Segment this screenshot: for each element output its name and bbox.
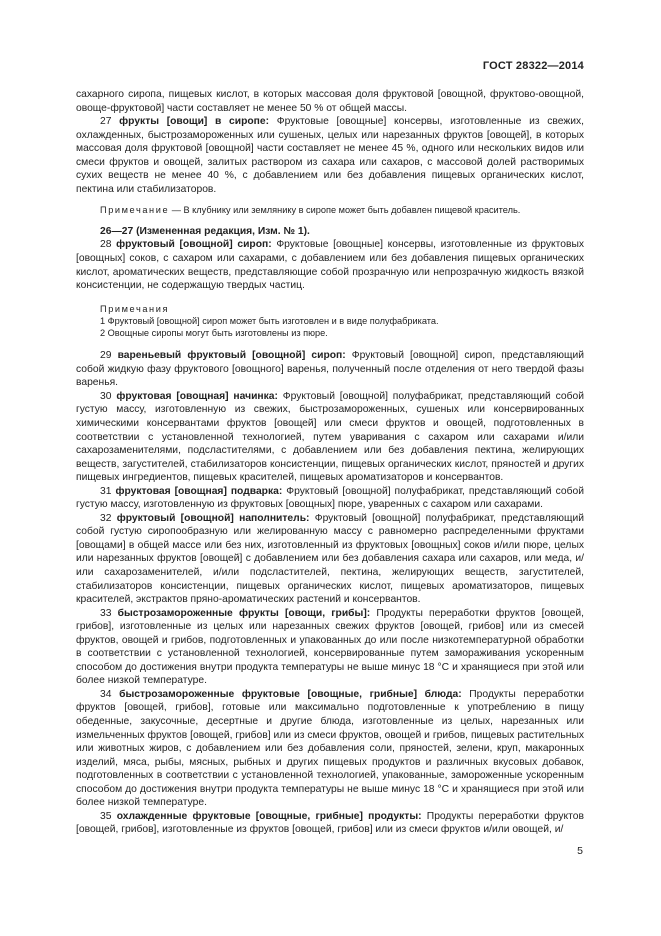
definition-number: 32 [100,512,112,524]
note-27 [76,204,584,217]
definition-text: Продукты переработки фруктов [овощей, грибов], изготовленные из целых или нарезанных свежих фруктов [овощей, грибов] или из смесей фруктов, овощей и грибов, подготовленных и упакованных до или после низкотемпературной обработки в соответствии с установленной технологией, консервированные путем замораживания ускоренным способом до достижения внутри продукта температуры не выше минус 18 °С и хранящиеся при этой или более низкой температуре. [76,607,584,687]
definition-31 [76,485,584,512]
definition-term: фруктовая [овощная] начинка: [116,390,278,402]
definition-text: Фруктовые [овощные] консервы, изготовленные из свежих, охлажденных, быстрозамороженных или сушеных, целых или нарезанных фруктов [овощей], в которых массовая доля фруктовой [овощной] части составляет не менее 45 %, одного или нескольких видов или смеси фруктов и овощей, залитых раствором из сахара или сахаров, с массовой долей растворимых сухих веществ не менее 40 %, с добавлением или без добавления пищевых органических кислот, пектина или стабилизаторов. [76,116,584,195]
definition-text: Фруктовый [овощной] полуфабрикат, представляющий собой густую сиропообразную или желированную массу с равномерно распределенными фруктами [овощами] в общей массе или без них, изготовленный из фруктовых [овощных] соков и/или пюре, целых или нарезанных фруктов [овощей] с добавлением или без добавления сахара или сахаров, или меда, и/или сахарозаменителей, и/или подсластителей, пектина, желирующих веществ, загустителей, стабилизаторов консистенции, пищевых органических кислот, пищевых ароматизаторов, пищевых красителей, экстрактов пряно-ароматических растений и консервантов. [76,512,584,606]
definition-term: фрукты [овощи] в сиропе: [119,116,270,128]
notes-label: Примечания [100,303,170,314]
edit-note: 26—27 (Измененная редакция, Изм. № 1). [100,225,310,237]
definition-number: 33 [100,607,112,619]
definition-term: быстрозамороженные фруктовые [овощные, грибные] блюда: [119,688,462,700]
definition-text: Продукты переработки фруктов [овощей, грибов], готовые или максимально подготовленные к употреблению в пищу обеденные, закусочные, десертные и другие блюда, изготовленные из целых, нарезанных или измельченных фруктов [овощей, грибов] или из смеси фруктов, овощей и грибов, пищевых растительных или животных жиров, с добавлением или без добавления соли, пряностей, зелени, круп, макаронных изделий, мяса, рыбы, мясных, рыбных и других пищевых продуктов и различных вкусовых добавок, подготовленных в соответствии с установленной технологией, упакованные, замороженные ускоренным способом до достижения внутри продукта температуры не выше минус 18 °С и хранящиеся при этой или более низкой температуре. [76,688,584,809]
definition-term: вареньевый фруктовый [овощной] сироп: [117,350,346,362]
definition-number: 29 [100,350,112,362]
definition-30 [76,390,584,485]
definition-34 [76,688,584,810]
definition-27 [76,115,584,196]
definition-number: 30 [100,390,112,402]
definition-text: Фруктовый [овощной] полуфабрикат, представляющий собой густую массу, изготовленную из свежих, быстрозамороженных, сушеных или консервированных химическими консервантами фруктов [овощей] или смеси фруктов и овощей, подготовленных в соответствии с установленной технологией, путем уваривания с сахаром или сахарами и/или сахарозаменителями, подсластителями, с добавлением или без добавления пектина, желирующих веществ, загустителей, стабилизаторов консистенции, пищевых органических кислот, пряностей и других пищевых ингредиентов, пищевых красителей, пищевых ароматизаторов и консервантов. [76,390,584,484]
definition-number: 35 [100,810,112,822]
document-number: ГОСТ 28322—2014 [482,60,584,72]
definition-33 [76,607,584,688]
definition-28 [76,238,584,292]
definition-text: Фруктовый [овощной] сироп, представляющий собой жидкую фазу фруктового [овощного] варенья, полученный после отделения от него твердой фазы варенья. [76,350,585,389]
note-item: 2 Овощные сиропы могут быть изготовлены из пюре. [100,328,328,339]
definition-35 [76,810,584,837]
definition-29 [76,349,584,390]
definition-number: 27 [100,116,112,128]
definition-text: Фруктовый [овощной] полуфабрикат, представляющий собой густую массу, изготовленную из фруктовых [овощных] пюре, уваренных с сахаром или сахарами. [76,485,584,511]
page-number: 5 [577,845,583,857]
note-label: Примечание [100,205,170,216]
definition-32 [76,512,584,607]
notes-28 [76,303,584,340]
definition-term: быстрозамороженные фрукты [овощи, грибы]: [117,607,371,619]
note-text: — В клубнику или землянику в сиропе может быть добавлен пищевой краситель. [171,205,521,216]
definition-number: 28 [100,239,112,251]
definition-text: Продукты переработки фруктов [овощей, грибов], изготовленные из фруктов [овощей, грибов] или из смеси фруктов и/или овощей, и/ [76,810,584,836]
definition-term: охлажденные фруктовые [овощные, грибные] продукты: [116,810,422,822]
definition-number: 34 [100,688,112,700]
definition-term: фруктовая [овощная] подварка: [115,485,283,497]
document-body [76,88,584,837]
definition-term: фруктовый [овощной] сироп: [116,239,272,251]
note-item: 1 Фруктовый [овощной] сироп может быть изготовлен и в виде полуфабриката. [100,315,439,326]
definition-term: фруктовый [овощной] наполнитель: [116,512,310,524]
paragraph-continuation: сахарного сиропа, пищевых кислот, в которых массовая доля фруктовой [овощной, фруктово-овощной, овоще-фруктовой] части составляет не менее 50 % от общей массы. [76,89,584,114]
definition-text: Фруктовые [овощные] консервы, изготовленные из фруктовых [овощных] соков, с сахаром или сахарами, с добавлением или без добавления пищевых органических кислот, ароматических веществ, представляющие собой прозрачную или непрозрачную жидкость вязкой консистенции, не содержащую твердых частиц. [76,239,585,292]
definition-number: 31 [100,485,112,497]
